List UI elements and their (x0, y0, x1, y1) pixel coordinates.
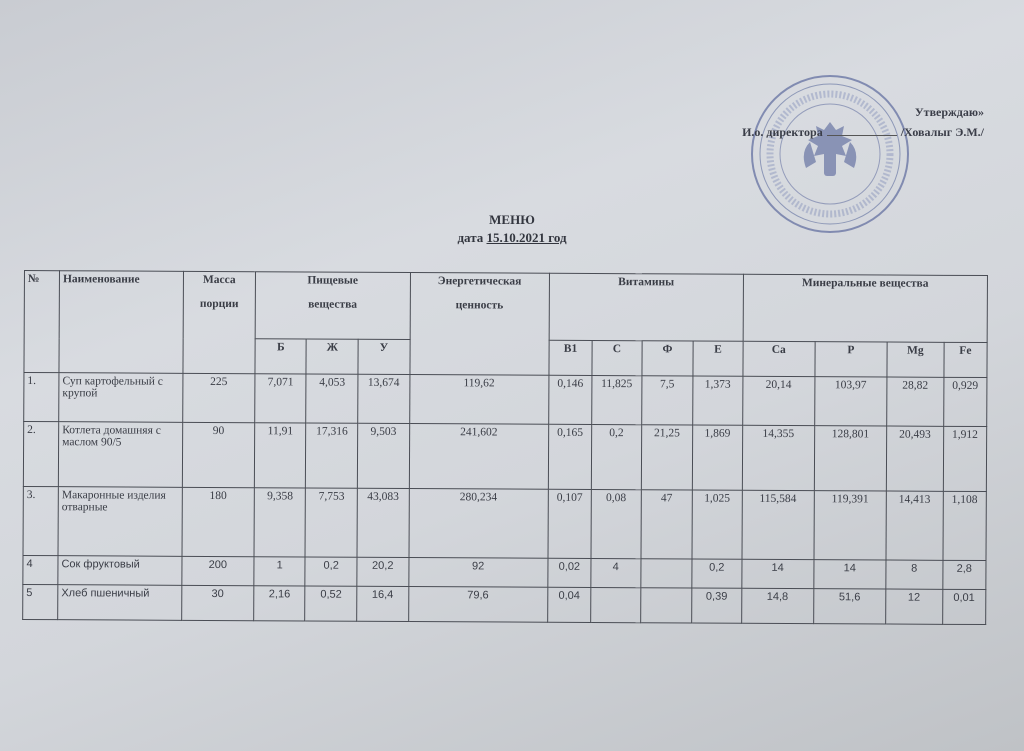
subheader-ca: Са (743, 341, 815, 376)
subheader-p: Р (815, 342, 887, 377)
subheader-e: Е (693, 341, 743, 376)
header-nutrients (255, 272, 410, 340)
subheader-f: Ф (642, 341, 694, 376)
cell-u: 13,674 (358, 374, 410, 423)
cell-p: 51,6 (813, 589, 885, 624)
cell-mg: 12 (886, 589, 943, 624)
table-row (23, 422, 986, 492)
cell-energy: 241,602 (409, 424, 549, 490)
cell-mass: 225 (182, 373, 254, 422)
cell-u: 20,2 (357, 557, 409, 586)
table-row (24, 373, 987, 427)
cell-zh: 17,316 (306, 423, 358, 488)
header-mass-line1: Масса (202, 273, 236, 287)
cell-u: 43,083 (357, 488, 409, 557)
subheader-b1: B1 (549, 340, 592, 375)
cell-name: Котлета домашняя с маслом 90/5 (58, 422, 182, 488)
cell-num: 2. (23, 422, 58, 487)
cell-b1: 0,165 (548, 424, 592, 489)
cell-num: 5 (23, 584, 58, 619)
cell-fe: 1,108 (943, 491, 987, 560)
cell-ca: 14,355 (742, 425, 815, 490)
cell-b: 1 (254, 557, 306, 586)
cell-mass: 180 (182, 487, 255, 556)
cell-zh: 0,52 (305, 586, 357, 621)
cell-mass: 30 (181, 585, 253, 620)
subheader-c: С (592, 340, 642, 375)
cell-b1: 0,02 (548, 558, 591, 587)
subheader-b: Б (255, 339, 307, 374)
cell-mg: 20,493 (886, 426, 943, 491)
header-mass (183, 271, 256, 373)
cell-b1: 0,107 (548, 489, 592, 558)
subheader-mg: Mg (887, 342, 944, 377)
cell-fe: 1,912 (943, 426, 987, 491)
cell-b1: 0,146 (548, 375, 592, 424)
cell-p: 103,97 (814, 377, 886, 426)
cell-name: Суп картофельный с крупой (59, 373, 183, 423)
cell-zh: 7,753 (305, 488, 357, 557)
cell-zh: 0,2 (305, 557, 357, 586)
approval-block (742, 102, 984, 142)
cell-e: 0,39 (692, 588, 742, 623)
menu-table (22, 270, 988, 625)
cell-p: 119,391 (814, 491, 887, 560)
cell-energy: 280,234 (409, 489, 549, 559)
cell-num: 1. (24, 373, 59, 422)
cell-energy: 119,62 (409, 375, 548, 425)
header-energy-line1: Энергетическая (437, 275, 522, 288)
cell-e: 1,373 (693, 376, 743, 425)
cell-f (640, 559, 692, 588)
cell-p: 14 (814, 560, 886, 589)
cell-b: 2,16 (254, 586, 306, 621)
cell-f (640, 588, 692, 623)
cell-fe: 0,01 (942, 589, 986, 624)
cell-fe: 0,929 (943, 377, 987, 426)
cell-u: 9,503 (357, 423, 409, 488)
approval-position: И.о. директора (742, 125, 823, 139)
header-vitamins: Витамины (549, 273, 743, 341)
cell-ca: 20,14 (742, 376, 814, 425)
header-energy (410, 273, 550, 376)
signature-line (827, 125, 897, 136)
cell-c: 4 (591, 558, 641, 587)
cell-e: 0,2 (692, 559, 742, 588)
cell-mg: 28,82 (887, 377, 944, 426)
cell-e: 1,869 (692, 425, 742, 490)
date-value: 15.10.2021 год (486, 230, 567, 245)
cell-b1: 0,04 (547, 587, 590, 622)
cell-fe: 2,8 (942, 560, 986, 589)
cell-mg: 8 (886, 560, 943, 589)
subheader-u: У (358, 339, 410, 374)
table-row (23, 486, 986, 560)
header-num: № (24, 271, 60, 373)
cell-b: 7,071 (255, 374, 307, 423)
cell-c: 0,08 (591, 489, 641, 558)
cell-f: 7,5 (641, 376, 693, 425)
cell-c (591, 587, 641, 622)
cell-c: 11,825 (592, 375, 642, 424)
cell-energy: 79,6 (408, 587, 547, 623)
header-minerals: Минеральные вещества (743, 274, 988, 342)
cell-num: 4 (23, 555, 58, 584)
subheader-fe: Fe (944, 342, 988, 377)
header-energy-line2: ценность (455, 299, 504, 312)
cell-mg: 14,413 (886, 491, 943, 560)
cell-mass: 90 (182, 422, 255, 487)
cell-p: 128,801 (814, 426, 887, 491)
date-label: дата (457, 230, 484, 245)
approval-title: Утверждаю» (914, 105, 984, 119)
header-name: Наименование (59, 271, 183, 374)
cell-c: 0,2 (591, 424, 641, 489)
cell-ca: 14 (741, 559, 813, 588)
cell-b: 9,358 (254, 488, 306, 557)
header-mass-line2: порции (199, 297, 239, 311)
cell-name: Макаронные изделия отварные (58, 487, 182, 557)
cell-u: 16,4 (357, 586, 409, 621)
cell-energy: 92 (408, 558, 547, 588)
cell-name: Хлеб пшеничный (58, 585, 182, 621)
document-title: МЕНЮ (489, 212, 535, 227)
cell-f: 21,25 (641, 425, 693, 490)
header-nutrients-line2: вещества (308, 298, 358, 311)
cell-num: 3. (23, 486, 58, 555)
subheader-zh: Ж (306, 339, 358, 374)
cell-ca: 115,584 (742, 490, 815, 559)
approval-name: /Ховалыг Э.М./ (900, 125, 984, 139)
cell-zh: 4,053 (306, 374, 358, 423)
cell-name: Сок фруктовый (58, 556, 182, 586)
cell-e: 1,025 (692, 490, 742, 559)
header-nutrients-line1: Пищевые (307, 274, 359, 287)
document-date (0, 230, 1024, 246)
cell-f: 47 (641, 490, 693, 559)
cell-ca: 14,8 (741, 588, 813, 623)
table-row (23, 584, 986, 624)
cell-b: 11,91 (254, 423, 306, 488)
cell-mass: 200 (182, 556, 254, 585)
